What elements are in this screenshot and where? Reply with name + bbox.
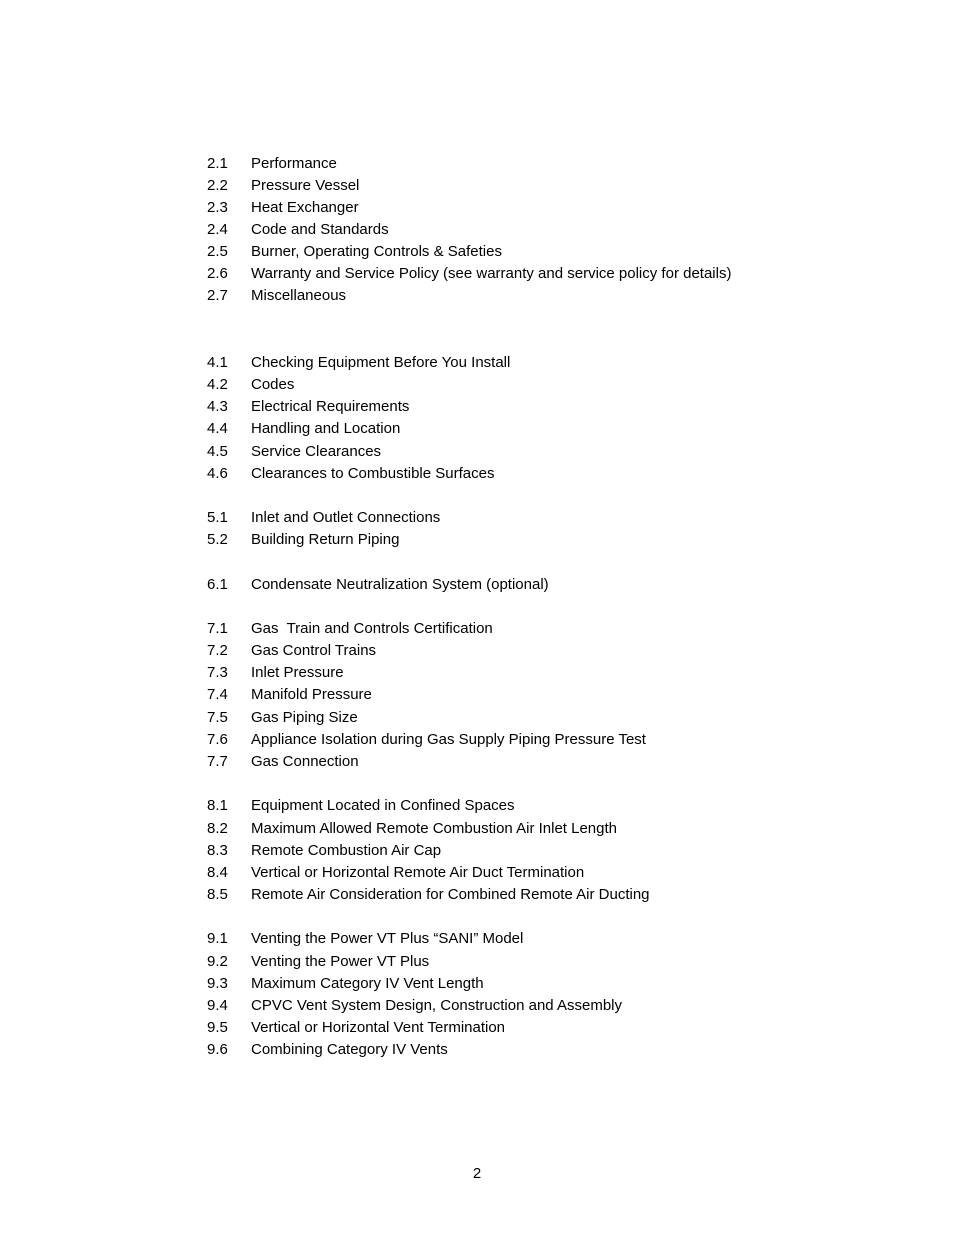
toc-entry-title: Vertical or Horizontal Vent Termination bbox=[251, 1019, 506, 1036]
toc-entry-number: 5.1 bbox=[207, 509, 228, 526]
toc-entry-title: Heat Exchanger bbox=[251, 199, 359, 216]
toc-entry-title: Codes bbox=[251, 376, 295, 393]
toc-entry-title: Equipment Located in Confined Spaces bbox=[251, 797, 515, 814]
toc-entry-title: Venting the Power VT Plus bbox=[251, 953, 430, 970]
toc-entry-number: 2.3 bbox=[207, 199, 228, 216]
toc-entry-title: Warranty and Service Policy (see warranty and service policy for details) bbox=[251, 265, 732, 282]
toc-entry-title: Handling and Location bbox=[251, 420, 401, 437]
toc-entry-title: Gas Train and Controls Certification bbox=[251, 620, 493, 637]
toc-entry-number: 7.5 bbox=[207, 709, 228, 726]
toc-entry-title: Inlet Pressure bbox=[251, 664, 344, 681]
toc-entry-number: 2.1 bbox=[207, 155, 228, 172]
toc-entry-number: 8.2 bbox=[207, 820, 228, 837]
toc-entry-number: 8.3 bbox=[207, 842, 228, 859]
toc-entry-title: Gas Connection bbox=[251, 753, 359, 770]
toc-entry-title: Condensate Neutralization System (optional) bbox=[251, 576, 549, 593]
toc-entry-number: 9.2 bbox=[207, 953, 228, 970]
toc-entry-title: Manifold Pressure bbox=[251, 686, 372, 703]
toc-entry-title: Remote Air Consideration for Combined Remote Air Ducting bbox=[251, 886, 650, 903]
toc-entry-title: Building Return Piping bbox=[251, 531, 400, 548]
toc-entry-title: Combining Category IV Vents bbox=[251, 1041, 448, 1058]
toc-entry-title: Remote Combustion Air Cap bbox=[251, 842, 442, 859]
toc-entry-title: Service Clearances bbox=[251, 443, 382, 460]
toc-entry-number: 2.4 bbox=[207, 221, 228, 238]
toc-entry-number: 4.1 bbox=[207, 354, 228, 371]
toc-entry-number: 2.2 bbox=[207, 177, 228, 194]
toc-entry-title: Checking Equipment Before You Install bbox=[251, 354, 511, 371]
toc-entry-number: 4.2 bbox=[207, 376, 228, 393]
toc-entry-title: CPVC Vent System Design, Construction and Assembly bbox=[251, 997, 623, 1014]
toc-entry-title: Venting the Power VT Plus “SANI” Model bbox=[251, 930, 524, 947]
toc-entry-title: Pressure Vessel bbox=[251, 177, 360, 194]
toc-entry-number: 7.4 bbox=[207, 686, 228, 703]
toc-entry-number: 7.7 bbox=[207, 753, 228, 770]
toc-entry-title: Clearances to Combustible Surfaces bbox=[251, 465, 495, 482]
toc-entry-title: Inlet and Outlet Connections bbox=[251, 509, 441, 526]
toc-entry-title: Burner, Operating Controls & Safeties bbox=[251, 243, 502, 260]
toc-entry-title: Performance bbox=[251, 155, 337, 172]
toc-entry-number: 8.1 bbox=[207, 797, 228, 814]
toc-entry-number: 9.5 bbox=[207, 1019, 228, 1036]
toc-entry-number: 9.6 bbox=[207, 1041, 228, 1058]
toc-entry-title: Gas Control Trains bbox=[251, 642, 377, 659]
toc-entry-number: 6.1 bbox=[207, 576, 228, 593]
toc-entry-number: 8.4 bbox=[207, 864, 228, 881]
toc-entry-number: 7.1 bbox=[207, 620, 228, 637]
toc-entry-title: Electrical Requirements bbox=[251, 398, 410, 415]
toc-entry-number: 5.2 bbox=[207, 531, 228, 548]
toc-entry-number: 2.5 bbox=[207, 243, 228, 260]
toc-entry-number: 4.6 bbox=[207, 465, 228, 482]
toc-entry-title: Maximum Allowed Remote Combustion Air Inlet Length bbox=[251, 820, 618, 837]
toc-entry-number: 7.6 bbox=[207, 731, 228, 748]
toc-entry-number: 2.7 bbox=[207, 287, 228, 304]
toc-entry-title: Vertical or Horizontal Remote Air Duct Termination bbox=[251, 864, 585, 881]
toc-entry-number: 2.6 bbox=[207, 265, 228, 282]
toc-entry-title: Code and Standards bbox=[251, 221, 389, 238]
toc-entry-number: 9.4 bbox=[207, 997, 228, 1014]
toc-entry-number: 4.4 bbox=[207, 420, 228, 437]
toc-entry-title: Appliance Isolation during Gas Supply Piping Pressure Test bbox=[251, 731, 646, 748]
toc-entry-number: 4.3 bbox=[207, 398, 228, 415]
toc-entry-number: 9.1 bbox=[207, 930, 228, 947]
toc-entry-title: Maximum Category IV Vent Length bbox=[251, 975, 484, 992]
toc-entry-number: 4.5 bbox=[207, 443, 228, 460]
toc-entry-number: 9.3 bbox=[207, 975, 228, 992]
toc-entry-title: Gas Piping Size bbox=[251, 709, 358, 726]
toc-entry-number: 7.2 bbox=[207, 642, 228, 659]
toc-entry-number: 8.5 bbox=[207, 886, 228, 903]
page-number: 2 bbox=[472, 1165, 482, 1182]
toc-entry-title: Miscellaneous bbox=[251, 287, 347, 304]
toc-entry-number: 7.3 bbox=[207, 664, 228, 681]
